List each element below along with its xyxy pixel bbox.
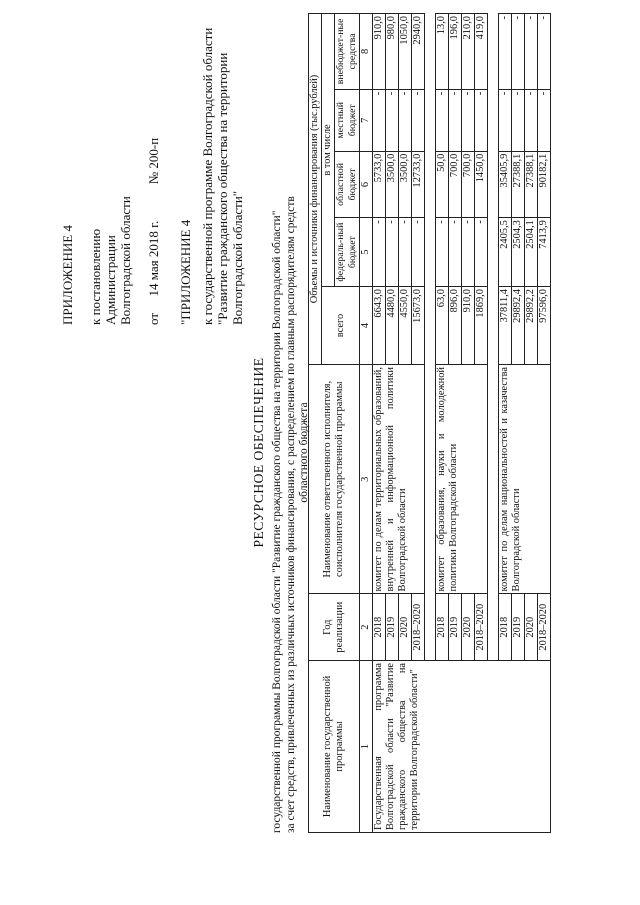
local-cell: -	[538, 89, 551, 151]
year-cell: 2019	[386, 594, 399, 661]
regional-cell: 50,0	[436, 151, 449, 218]
decree-date-row	[146, 138, 161, 325]
total-cell: 37811,4	[499, 287, 512, 365]
title-line-1: государственной программы Волгоградской области "Развитие гражданского общества на территории Волгоградской области"	[271, 210, 283, 833]
extra-cell: -	[525, 14, 538, 90]
col-number-6: 6	[360, 151, 373, 218]
year-cell: 2018–2020	[538, 594, 551, 661]
date-day: 14	[146, 283, 161, 297]
total-cell: 896,0	[449, 287, 462, 365]
regional-cell: 700,0	[462, 151, 475, 218]
local-cell: -	[449, 89, 462, 151]
col-number-4: 4	[360, 287, 373, 365]
total-cell: 29892,4	[512, 287, 525, 365]
local-cell: -	[475, 89, 488, 151]
year-cell: 2020	[462, 594, 475, 661]
local-cell: -	[412, 89, 425, 151]
local-cell: -	[499, 89, 512, 151]
local-cell: -	[436, 89, 449, 151]
executor-cell: комитет по делам территориальных образований, внутренней и информационной политики Волгоградской области	[373, 365, 425, 594]
header-extrabudget: внебюджет-ные средства	[335, 14, 360, 90]
federal-cell: 2405,5	[499, 218, 512, 287]
extra-cell: -	[538, 14, 551, 90]
regional-cell: 27388,1	[512, 151, 525, 218]
regional-cell: 5733,0	[373, 151, 386, 218]
total-cell: 29892,2	[525, 287, 538, 365]
year-cell: 2020	[399, 594, 412, 661]
year-cell: 2019	[512, 594, 525, 661]
header-program-name: Наименование государственной программы	[309, 660, 360, 832]
federal-cell: -	[462, 218, 475, 287]
regional-cell: 1450,0	[475, 151, 488, 218]
total-cell: 4480,0	[386, 287, 399, 365]
title-line-3: областного бюджета	[298, 402, 310, 503]
federal-cell: -	[386, 218, 399, 287]
extra-cell: 210,0	[462, 14, 475, 90]
header-regional: областной бюджет	[335, 151, 360, 218]
date-month-year: мая 2018 г.	[146, 220, 161, 281]
federal-cell: -	[412, 218, 425, 287]
total-cell: 4550,0	[399, 287, 412, 365]
local-cell: -	[399, 89, 412, 151]
federal-cell: -	[449, 218, 462, 287]
header-total: всего	[322, 287, 360, 365]
year-cell: 2020	[525, 594, 538, 661]
total-cell: 910,0	[462, 287, 475, 365]
year-cell: 2018–2020	[475, 594, 488, 661]
header-executor: Наименование ответственного исполнителя, соисполнителя государственной программы	[309, 365, 360, 594]
year-cell: 2018	[436, 594, 449, 661]
regional-cell: 12733,0	[412, 151, 425, 218]
local-cell: -	[373, 89, 386, 151]
program-name-cell: Государственная программа Волгоградской области "Развитие гражданского общества на территории Волгоградской области"	[373, 660, 551, 832]
extra-cell: 980,0	[386, 14, 399, 90]
program-ref-3: Волгоградской области"	[230, 190, 245, 325]
extra-cell: 419,0	[475, 14, 488, 90]
extra-cell: 2940,0	[412, 14, 425, 90]
regional-cell: 27388,1	[525, 151, 538, 218]
local-cell: -	[386, 89, 399, 151]
title-line-2: за счет средств, привлеченных из различных источников финансирования, с распределением по главным распорядителям средств	[285, 196, 297, 833]
total-cell: 6643,0	[373, 287, 386, 365]
header-local: местный бюджет	[335, 89, 360, 151]
total-cell: 1869,0	[475, 287, 488, 365]
decree-line-1: к постановлению	[88, 228, 103, 325]
col-number-5: 5	[360, 218, 373, 287]
federal-cell: 2504,1	[525, 218, 538, 287]
extra-cell: 13,0	[436, 14, 449, 90]
local-cell: -	[462, 89, 475, 151]
number-value: 200-п	[146, 137, 161, 169]
federal-cell: 2504,3	[512, 218, 525, 287]
federal-cell: 7413,9	[538, 218, 551, 287]
header-year: Год реализации	[309, 594, 360, 661]
decree-line-3: Волгоградской области	[118, 196, 133, 325]
local-cell: -	[525, 89, 538, 151]
resource-table	[308, 13, 551, 833]
total-cell: 63,0	[436, 287, 449, 365]
total-cell: 97596,0	[538, 287, 551, 365]
extra-cell: 910,0	[373, 14, 386, 90]
regional-cell: 3500,0	[399, 151, 412, 218]
year-cell: 2018	[499, 594, 512, 661]
col-number-2: 2	[360, 594, 373, 661]
year-cell: 2018	[373, 594, 386, 661]
year-cell: 2019	[449, 594, 462, 661]
col-number-8: 8	[360, 14, 373, 90]
executor-cell: комитет образования, науки и молодежной политики Волгоградской области	[436, 365, 488, 594]
table-row	[373, 14, 386, 833]
decree-line-2: Администрации	[103, 235, 118, 325]
header-volumes: Объемы и источники финансирования (тыс.рублей)	[309, 14, 322, 365]
number-prefix: №	[146, 171, 161, 185]
year-cell: 2018–2020	[412, 594, 425, 661]
table-body	[373, 14, 551, 833]
regional-cell: 700,0	[449, 151, 462, 218]
col-number-7: 7	[360, 89, 373, 151]
header-federal: федераль-ный бюджет	[335, 218, 360, 287]
extra-cell: 1050,0	[399, 14, 412, 90]
federal-cell: -	[436, 218, 449, 287]
col-number-1: 1	[360, 660, 373, 832]
federal-cell: -	[399, 218, 412, 287]
executor-cell: комитет по делам национальностей и казачества Волгоградской области	[499, 365, 551, 594]
total-cell: 15673,0	[412, 287, 425, 365]
extra-cell: -	[512, 14, 525, 90]
document-title: РЕСУРСНОЕ ОБЕСПЕЧЕНИЕ	[251, 357, 266, 548]
quote-appendix-label: "ПРИЛОЖЕНИЕ 4	[178, 219, 193, 325]
appendix-label: ПРИЛОЖЕНИЕ 4	[60, 225, 75, 325]
regional-cell: 35405,9	[499, 151, 512, 218]
federal-cell: -	[373, 218, 386, 287]
col-number-3: 3	[360, 365, 373, 594]
local-cell: -	[512, 89, 525, 151]
date-prefix: от	[146, 312, 161, 325]
extra-cell: -	[499, 14, 512, 90]
federal-cell: -	[475, 218, 488, 287]
program-ref-1: к государственной программе Волгоградской области	[200, 27, 215, 325]
regional-cell: 90182,1	[538, 151, 551, 218]
program-ref-2: "Развитие гражданского общества на территории	[215, 52, 230, 325]
extra-cell: 196,0	[449, 14, 462, 90]
header-including: в том числе	[322, 14, 335, 287]
regional-cell: 3500,0	[386, 151, 399, 218]
